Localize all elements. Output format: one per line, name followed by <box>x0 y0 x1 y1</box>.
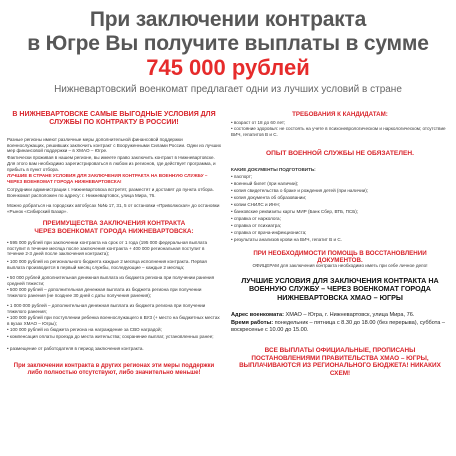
pref-heading-1: ПРЕИМУЩЕСТВА ЗАКЛЮЧЕНИЯ КОНТРАКТА <box>42 220 186 227</box>
experience-heading: ОПЫТ ВОЕННОЙ СЛУЖБЫ НЕ ОБЯЗАТЕЛЕН. <box>266 150 414 157</box>
document-item-7: • справка от нарколога; <box>231 216 281 221</box>
address-value: ХМАО – Югра, г. Нижневартовск, улица Мира, 76. <box>285 312 415 318</box>
benefit-8: • компенсация оплаты проезда до места жительства; сохранение выплат, установленных ранее; <box>7 334 214 339</box>
pref-heading-2: ЧЕРЕЗ ВОЕНКОМАТ ГОРОДА НИЖНЕВАРТОВСКА: <box>34 228 194 235</box>
benefit-2: • 100 000 рублей из регионального бюджета каждые 2 месяца исполнения контракта. Первая выплата производится в первый месяц службы, последующие – каждые 2 месяца; <box>7 259 207 270</box>
hero-title-line-2: в Югре Вы получите выплаты в сумме <box>27 32 429 55</box>
benefit-6: • 100 000 рублей при поступлении ребенка военнослужащего в ВУЗ (+ место на бюджетных местах в вузах ХМАО – Югры); <box>7 315 220 326</box>
benefit-1: • 595 000 рублей при заключении контракта на срок от 1 года (195 000 федеральная выплата поступит в течение месяца после заключения контракта + 400 000 региональная поступит в течение 2-3 дней после заключения контракта); <box>7 240 208 257</box>
document-item-9: • справка от врача-инфекциониста; <box>231 230 307 235</box>
left-support-2: Можно добраться на городских автобусах №№ 17, 31, 5 от остановки «Приволжская» до остановки «Рынок «Сибирский Базар». <box>7 203 220 214</box>
document-item-5: • копии СНИЛС и ИНН; <box>231 202 280 207</box>
hero-banner <box>0 0 456 105</box>
left-heading: В НИЖНЕВАРТОВСКЕ САМЫЕ ВЫГОДНЫЕ УСЛОВИЯ ДЛЯ СЛУЖБЫ ПО КОНТРАКТУ В РОССИИ! <box>12 111 216 127</box>
hours-label: Время работы: <box>231 320 274 326</box>
restore-documents-note: ПРИ НЕОБХОДИМОСТИ ПОМОЩЬ В ВОССТАНОВЛЕНИИ ДОКУМЕНТОВ. <box>253 250 427 265</box>
benefit-4: • 500 000 рублей – дополнительная денежная выплата из бюджета региона при получении тяжелого ранения (не позднее 30 дней с даты получения ранения); <box>7 287 202 298</box>
left-footer: При заключении контракта в других регионах эти меры поддержки либо полностью отсутствуют, либо значительно меньше! <box>13 363 215 377</box>
address-line <box>231 312 449 319</box>
document-item-2: • военный билет (при наличии); <box>231 181 299 186</box>
final-statement: ВСЕ ВЫПЛАТЫ ОФИЦИАЛЬНЫЕ, ПРОПИСАНЫ ПОСТАНОВЛЕНИЯМИ ПРАВИТЕЛЬСТВА ХМАО – ЮГРЫ, ВЫПЛАЧИВАЮТСЯ ИЗ РЕГИОНАЛЬНОГО БЮДЖЕТА! НИКАКИХ СХЕМ! <box>239 347 441 377</box>
left-red-note: ЛУЧШИЕ В СТРАНЕ УСЛОВИЯ ДЛЯ ЗАКЛЮЧЕНИЯ КОНТРАКТА НА ВОЕННУЮ СЛУЖБУ – ЧЕРЕЗ ВОЕНКОМАТ ГОРОДА НИЖНЕВАРТОВСКА! <box>7 173 208 184</box>
document-item-6: • банковские реквизиты карты МИР (Банк Сбер, ВТБ, ПСБ); <box>231 209 359 214</box>
best-conditions-heading: ЛУЧШИЕ УСЛОВИЯ ДЛЯ ЗАКЛЮЧЕНИЯ КОНТРАКТА НА ВОЕННУЮ СЛУЖБУ – ЧЕРЕЗ ВОЕНКОМАТ ГОРОДА НИЖНЕВАРТОВСКА ХМАО – ЮГРЫ <box>241 276 439 302</box>
left-support: Сотрудники администрации г. Нижневартовска встретят, разместят и доставят до пункта отбора. Военкомат расположен по адресу: г. Нижневартовск, улица Мира, 76. <box>7 187 214 198</box>
left-intro-2: Фактически проживая в нашем регионе, вы имеете право заключить контракт в Нижневартовске. <box>7 155 215 160</box>
benefit-3: • 50 000 рублей дополнительная денежная выплата из бюджета региона при получении ранения средней тяжести; <box>7 275 215 286</box>
address-label: Адрес военкомата: <box>231 312 284 318</box>
benefit-5: • 1 000 000 рублей – дополнительная денежная выплата из бюджета региона при получении тяжелого ранения; <box>7 303 206 314</box>
officers-note: ОФИЦЕРАМ для заключения контракта необходимо иметь при себе личное дело! <box>252 263 428 268</box>
hero-subtitle: Нижневартовский военкомат предлагает одни из лучших условий в стране <box>54 84 402 95</box>
hours-line <box>231 320 449 334</box>
document-item-8: • справка от психиатра; <box>231 223 282 228</box>
document-item-3: • копия свидетельства о браке и рождения детей (при наличии); <box>231 188 369 193</box>
hero-title-line-1: При заключении контракта <box>89 8 367 31</box>
hours-value: понедельник – пятница с 8.30 до 18.00 (без перерыва), суббота – воскресенье с 10.00 до 15.00. <box>231 320 446 333</box>
leaflet-document <box>5 107 451 453</box>
benefit-9: • размещение от работодателя в период заключения контракта. <box>7 346 144 351</box>
document-item-4: • копия документа об образовании; <box>231 195 307 200</box>
hero-amount: 745 000 рублей <box>146 55 310 80</box>
documents-heading: КАКИЕ ДОКУМЕНТЫ ПОДГОТОВИТЬ: <box>231 167 316 172</box>
document-item-10: • результаты анализов крови на ВИЧ, гепатит В и С. <box>231 237 342 242</box>
left-intro-3: Для этого вам необходимо зарегистрироваться в любом из регионов, где действует программа, и прибыть в пункт отбора. <box>7 161 216 172</box>
document-item-1: • паспорт; <box>231 174 253 179</box>
benefit-7: • 100 000 рублей из бюджета региона на награждение за СВО наградой; <box>7 327 162 332</box>
requirements-heading: ТРЕБОВАНИЯ К КАНДИДАТАМ: <box>292 111 388 118</box>
left-intro: Разные регионы имеют различные меры дополнительной финансовой поддержки военнослужащих, решивших заключить контракт с Вооруженными Силами России. Одни из лучших мер финансовой поддержки – в ХМАО – Югре. <box>7 137 222 154</box>
requirement-age: • возраст от 18 до 60 лет; <box>231 120 286 125</box>
requirement-health: • состояние здоровья: не состоять на учете в психоневрологическом и наркологическом; отсутствие ВИЧ, гепатитов В и С. <box>231 126 446 137</box>
